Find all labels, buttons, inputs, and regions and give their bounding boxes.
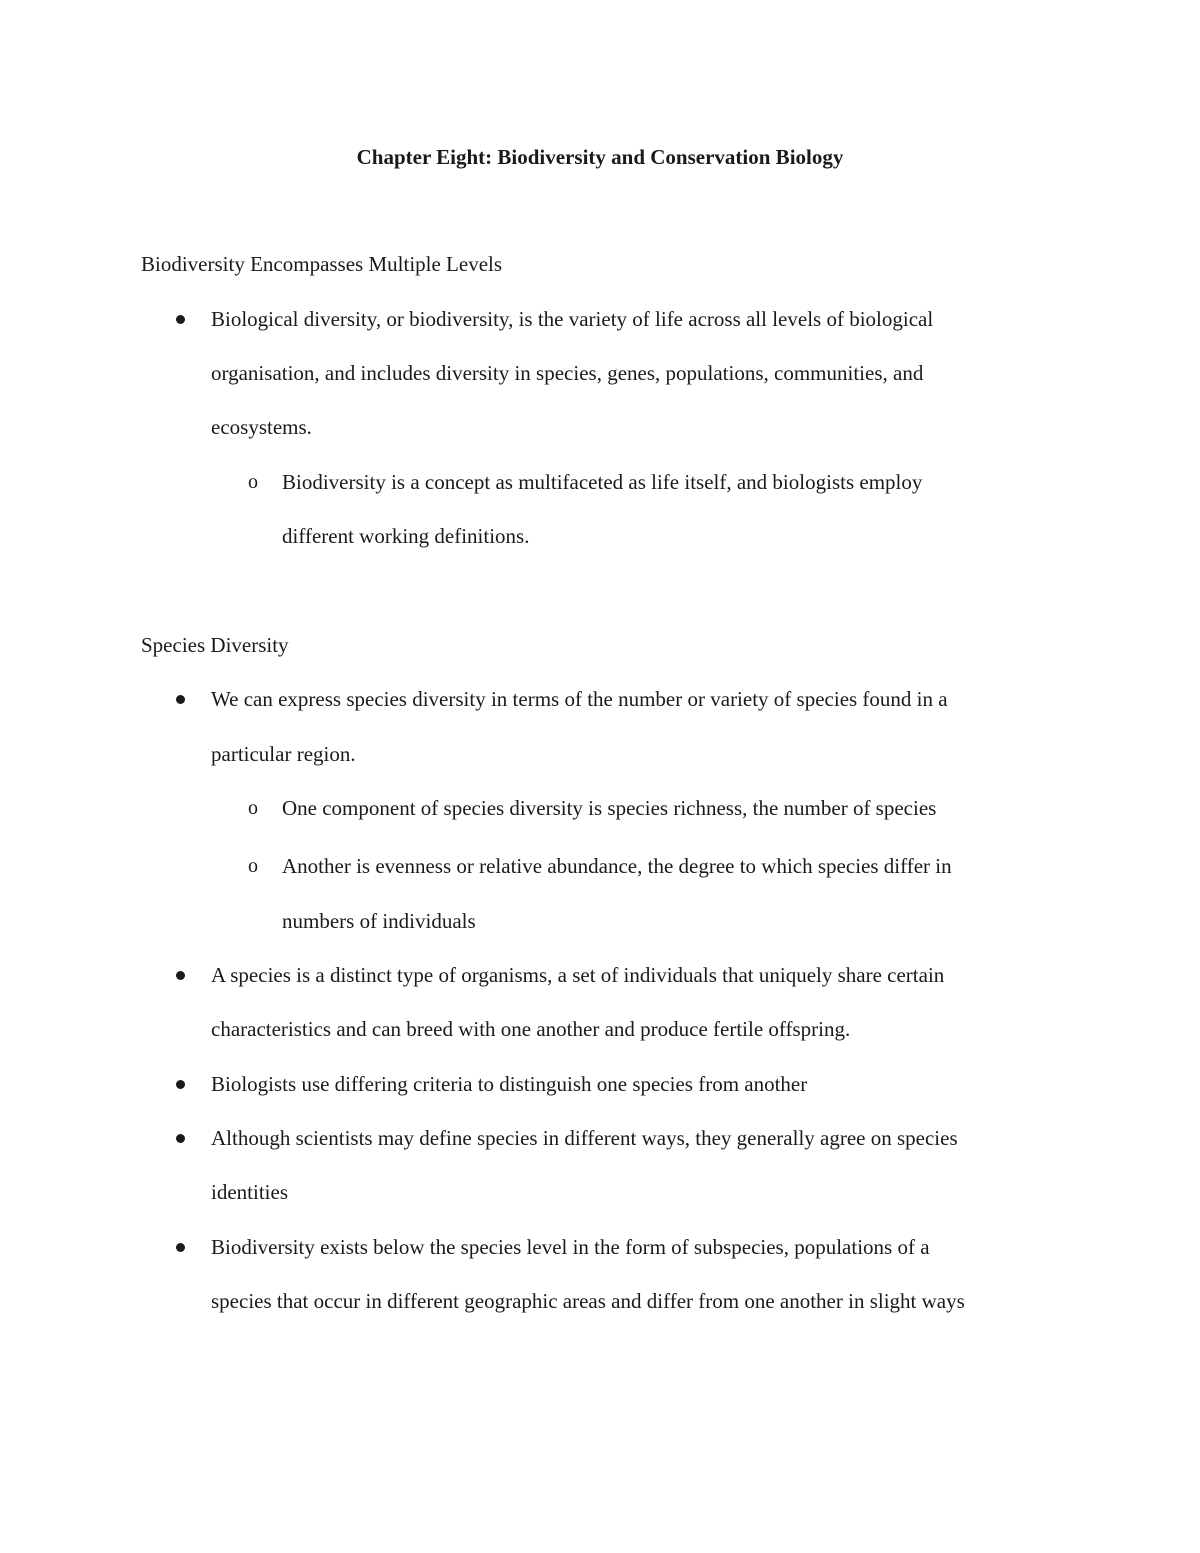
- sub-bullet-icon: o: [248, 855, 258, 877]
- sub-list-item-line: Another is evenness or relative abundance, the degree to which species differ in: [282, 854, 952, 878]
- list-item-line: Biological diversity, or biodiversity, is the variety of life across all levels of biological: [211, 307, 934, 331]
- list-item-line: characteristics and can breed with one another and produce fertile offspring.: [211, 1017, 851, 1041]
- bullet-icon: [176, 315, 185, 324]
- bullet-icon: [176, 971, 185, 980]
- section-heading: Biodiversity Encompasses Multiple Levels: [141, 252, 503, 276]
- list-item-line: A species is a distinct type of organisms, a set of individuals that uniquely share certain: [211, 963, 945, 987]
- list-item-line: particular region.: [211, 742, 356, 766]
- bullet-icon: [176, 1243, 185, 1252]
- bullet-icon: [176, 695, 185, 704]
- sub-list-item-line: numbers of individuals: [282, 909, 476, 933]
- sub-bullet-icon: o: [248, 471, 258, 493]
- sub-bullet-icon: o: [248, 797, 258, 819]
- section-heading: Species Diversity: [141, 633, 289, 657]
- list-item-line: identities: [211, 1180, 288, 1204]
- bullet-icon: [176, 1134, 185, 1143]
- sub-list-item-line: Biodiversity is a concept as multifaceted as life itself, and biologists employ: [282, 470, 923, 494]
- list-item-line: Biodiversity exists below the species level in the form of subspecies, populations of a: [211, 1235, 930, 1259]
- document-title: Chapter Eight: Biodiversity and Conservation Biology: [356, 145, 844, 169]
- list-item-line: Although scientists may define species in different ways, they generally agree on species: [211, 1126, 958, 1150]
- sub-list-item-line: One component of species diversity is species richness, the number of species: [282, 796, 937, 820]
- list-item-line: species that occur in different geographic areas and differ from one another in slight ways: [211, 1289, 965, 1313]
- sub-list-item-line: different working definitions.: [282, 524, 530, 548]
- list-item-line: organisation, and includes diversity in species, genes, populations, communities, and: [211, 361, 924, 385]
- list-item-line: We can express species diversity in terms of the number or variety of species found in a: [211, 687, 948, 711]
- list-item-line: Biologists use differing criteria to distinguish one species from another: [211, 1072, 808, 1096]
- list-item-line: ecosystems.: [211, 415, 312, 439]
- bullet-icon: [176, 1080, 185, 1089]
